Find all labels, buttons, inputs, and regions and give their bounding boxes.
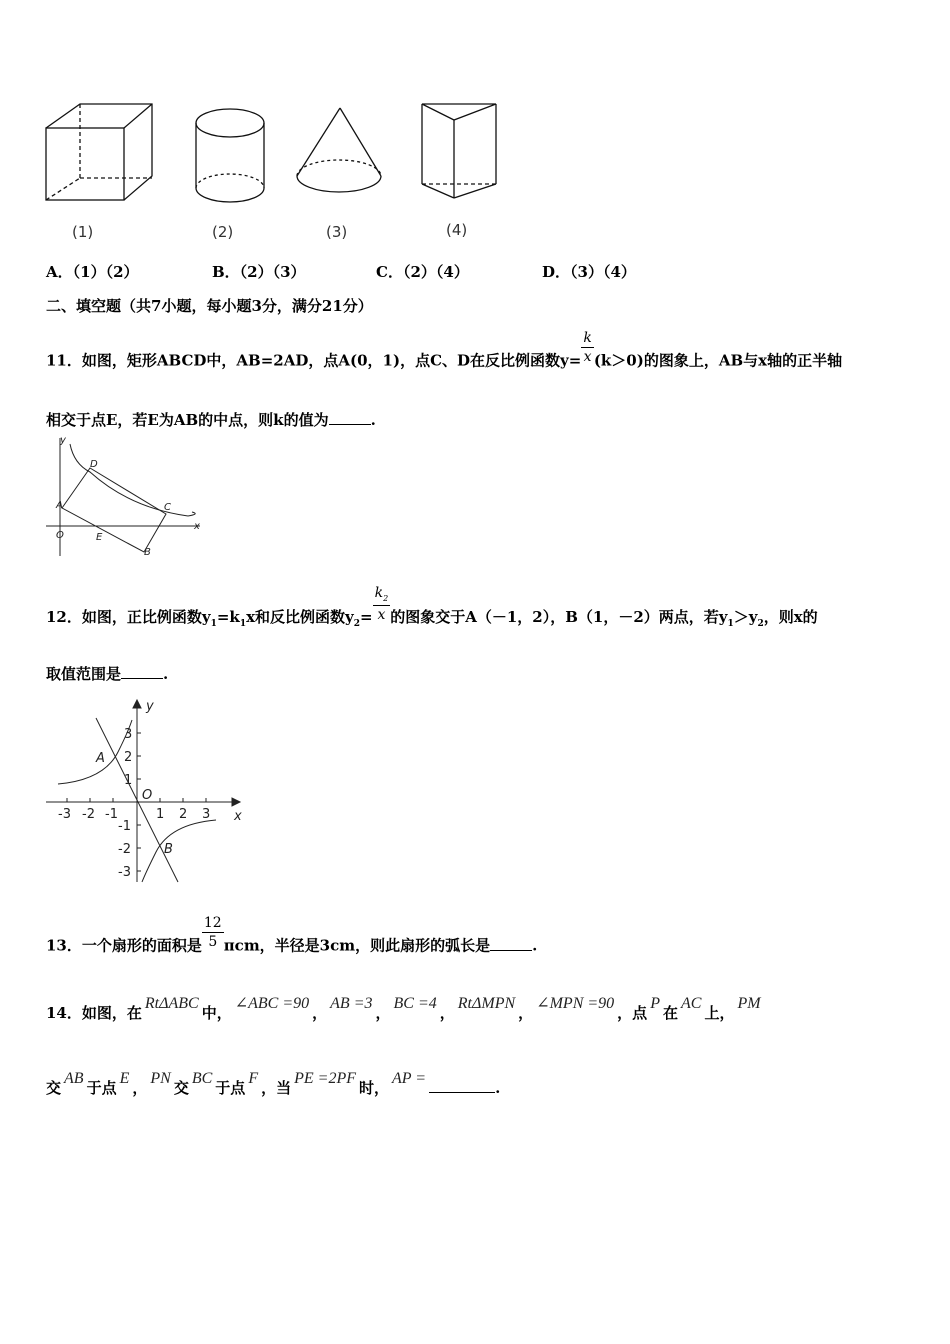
q12-xtick-3: 3 bbox=[202, 807, 211, 822]
q13-fraction bbox=[202, 916, 224, 949]
q12-ytick-m2: -2 bbox=[118, 842, 131, 857]
q12-label-x: x bbox=[234, 809, 242, 824]
q12-xtick-2: 2 bbox=[179, 807, 188, 822]
q12-ytick-3: 3 bbox=[124, 727, 133, 742]
q12-line2 bbox=[46, 663, 168, 684]
q12-text-8: 取值范围是 bbox=[46, 665, 122, 683]
hyperbola-branch-left bbox=[58, 720, 132, 784]
option-a: A．（1）（2） bbox=[46, 263, 139, 281]
q14-math-expr: AC bbox=[680, 995, 702, 1012]
q13-text-1: 13．一个扇形的面积是 bbox=[46, 936, 202, 955]
q12-sub-3: 2 bbox=[353, 618, 361, 629]
q11-line2 bbox=[46, 409, 376, 430]
q14-text: ， bbox=[312, 1004, 328, 1022]
section-title: 二、填空题（共7小题，每小题3分，满分21分） bbox=[46, 297, 373, 315]
q11-period: . bbox=[370, 411, 376, 429]
q12-label-y: y bbox=[146, 699, 154, 714]
q14-answer-blank bbox=[429, 1092, 495, 1093]
q12-label-a: A bbox=[96, 751, 105, 766]
q14-text: 上， bbox=[704, 1004, 735, 1022]
q14-line1 bbox=[46, 995, 764, 1023]
q13-answer-blank bbox=[490, 950, 532, 951]
q11-label-y: y bbox=[60, 435, 66, 446]
q12-line1 bbox=[46, 585, 818, 636]
q11-text-2: (k＞0)的图象上，AB与x轴的正半轴 bbox=[593, 351, 843, 370]
q12-label-o: O bbox=[142, 788, 153, 803]
q12-xtick-1: 1 bbox=[156, 807, 165, 822]
q11-frac-num: k bbox=[583, 330, 592, 346]
q14-math-expr: ∠ABC =90 bbox=[234, 995, 310, 1012]
q14-math-expr: AB =3 bbox=[330, 995, 373, 1012]
q14-math-expr: AB bbox=[64, 1070, 84, 1087]
option-c: C．（2）（4） bbox=[376, 263, 469, 281]
option-b: B．（2）（3） bbox=[212, 263, 306, 281]
shape-label-3: (3) bbox=[326, 223, 348, 241]
q11-label-a: A bbox=[56, 500, 63, 511]
q12-ytick-2: 2 bbox=[124, 750, 133, 765]
q14-math-expr: F bbox=[248, 1070, 259, 1087]
q11-fraction bbox=[581, 331, 593, 364]
rectangle-abcd bbox=[62, 468, 166, 552]
q13-text-2: πcm，半径是3cm，则此扇形的弧长是 bbox=[223, 936, 491, 955]
solid-shapes-figure bbox=[40, 98, 510, 248]
y-axis-arrow bbox=[133, 700, 141, 708]
q11-frac-den: x bbox=[581, 347, 593, 364]
q12-ytick-1: 1 bbox=[124, 773, 133, 788]
q12-frac-den: x bbox=[373, 605, 391, 622]
q14-math-expr: BC bbox=[191, 1070, 213, 1087]
q11-text-1: 11．如图，矩形ABCD中，AB=2AD，点A(0，1)，点C、D在反比例函数y= bbox=[46, 351, 582, 370]
q12-fraction bbox=[373, 586, 391, 622]
q14-period: . bbox=[495, 1079, 501, 1097]
q14-math-expr: ∠MPN =90 bbox=[536, 995, 615, 1012]
q12-text-5: 的图象交于A（－1，2），B（1，－2）两点，若y bbox=[390, 607, 728, 626]
q11-label-d: D bbox=[90, 459, 98, 470]
q12-ytick-m1: -1 bbox=[118, 819, 131, 834]
x-axis-arrow bbox=[232, 798, 240, 806]
q12-sub-2: 1 bbox=[239, 618, 247, 629]
q13-period: . bbox=[532, 936, 538, 955]
q12-ytick-m3: -3 bbox=[118, 865, 131, 880]
q14-text: 于点 bbox=[215, 1079, 246, 1097]
q12-answer-blank bbox=[121, 678, 163, 679]
cone-shape bbox=[297, 108, 381, 192]
q12-label-b: B bbox=[164, 842, 173, 857]
q12-sub-1: 1 bbox=[210, 618, 217, 629]
q11-line1 bbox=[46, 330, 843, 378]
q14-text: 交 bbox=[173, 1079, 189, 1097]
q14-math-expr: RtΔMPN bbox=[457, 995, 516, 1012]
triangular-prism-shape bbox=[422, 104, 496, 198]
q12-text-6: ＞y bbox=[733, 607, 758, 626]
q14-text: 14．如图，在 bbox=[46, 1004, 142, 1022]
q11-label-e: E bbox=[96, 532, 103, 543]
option-d: D．（3）（4） bbox=[542, 263, 636, 281]
q13-frac-num: 12 bbox=[203, 915, 222, 931]
q14-math-expr: PE =2PF bbox=[294, 1070, 356, 1087]
q12-xtick-m3: -3 bbox=[58, 807, 71, 822]
q14-text: 在 bbox=[662, 1004, 678, 1022]
q12-sub-4: 1 bbox=[727, 618, 734, 629]
q12-figure bbox=[44, 696, 244, 888]
shape-label-4: (4) bbox=[446, 221, 468, 239]
q12-xtick-m2: -2 bbox=[82, 807, 95, 822]
q14-math-expr: PM bbox=[737, 995, 761, 1012]
shape-label-1: (1) bbox=[72, 223, 94, 241]
q11-label-b: B bbox=[144, 547, 151, 558]
q13-frac-den: 5 bbox=[202, 932, 224, 949]
q11-label-o: O bbox=[56, 530, 64, 541]
shape-label-2: (2) bbox=[212, 223, 234, 241]
q14-text: 时， bbox=[359, 1079, 390, 1097]
q12-text-1: 12．如图，正比例函数y bbox=[46, 607, 211, 626]
q14-math-expr: BC =4 bbox=[393, 995, 437, 1012]
hyperbola-branch-right bbox=[142, 820, 216, 882]
q14-line2 bbox=[46, 1070, 501, 1098]
cube-shape bbox=[46, 104, 152, 200]
q14-text: ， bbox=[439, 1004, 455, 1022]
q14-text: ，当 bbox=[261, 1079, 292, 1097]
q11-label-c: C bbox=[164, 502, 171, 513]
q11-answer-blank bbox=[329, 424, 371, 425]
q14-text: ， bbox=[375, 1004, 391, 1022]
q13-line bbox=[46, 915, 538, 963]
cylinder-shape bbox=[196, 109, 264, 202]
q11-label-x: x bbox=[194, 521, 200, 532]
q12-text-2: =k bbox=[216, 607, 240, 626]
q14-math-expr: E bbox=[119, 1070, 130, 1087]
q12-text-7: ，则x的 bbox=[763, 607, 818, 626]
q14-text: ， bbox=[132, 1079, 148, 1097]
q11-text-3: 相交于点E，若E为AB的中点，则k的值为 bbox=[46, 411, 329, 429]
q12-text-3: x和反比例函数y bbox=[246, 607, 354, 626]
q12-text-4: = bbox=[360, 607, 373, 626]
q12-sub-5: 2 bbox=[757, 618, 764, 629]
q12-frac-num: k bbox=[374, 585, 384, 601]
q12-xtick-m1: -1 bbox=[105, 807, 118, 822]
q12-period: . bbox=[163, 665, 169, 683]
q14-math-expr: RtΔABC bbox=[144, 995, 199, 1012]
q14-text: ，点 bbox=[617, 1004, 648, 1022]
q14-text: 交 bbox=[46, 1079, 62, 1097]
q12-frac-num-sub: 2 bbox=[383, 593, 389, 603]
q14-text: ， bbox=[518, 1004, 534, 1022]
q14-math-expr: PN bbox=[150, 1070, 171, 1087]
q11-figure bbox=[40, 432, 210, 562]
q14-text: 于点 bbox=[86, 1079, 117, 1097]
q14-math-expr: AP = bbox=[392, 1070, 427, 1087]
q14-text: 中， bbox=[201, 1004, 232, 1022]
q14-math-expr: P bbox=[650, 995, 660, 1012]
